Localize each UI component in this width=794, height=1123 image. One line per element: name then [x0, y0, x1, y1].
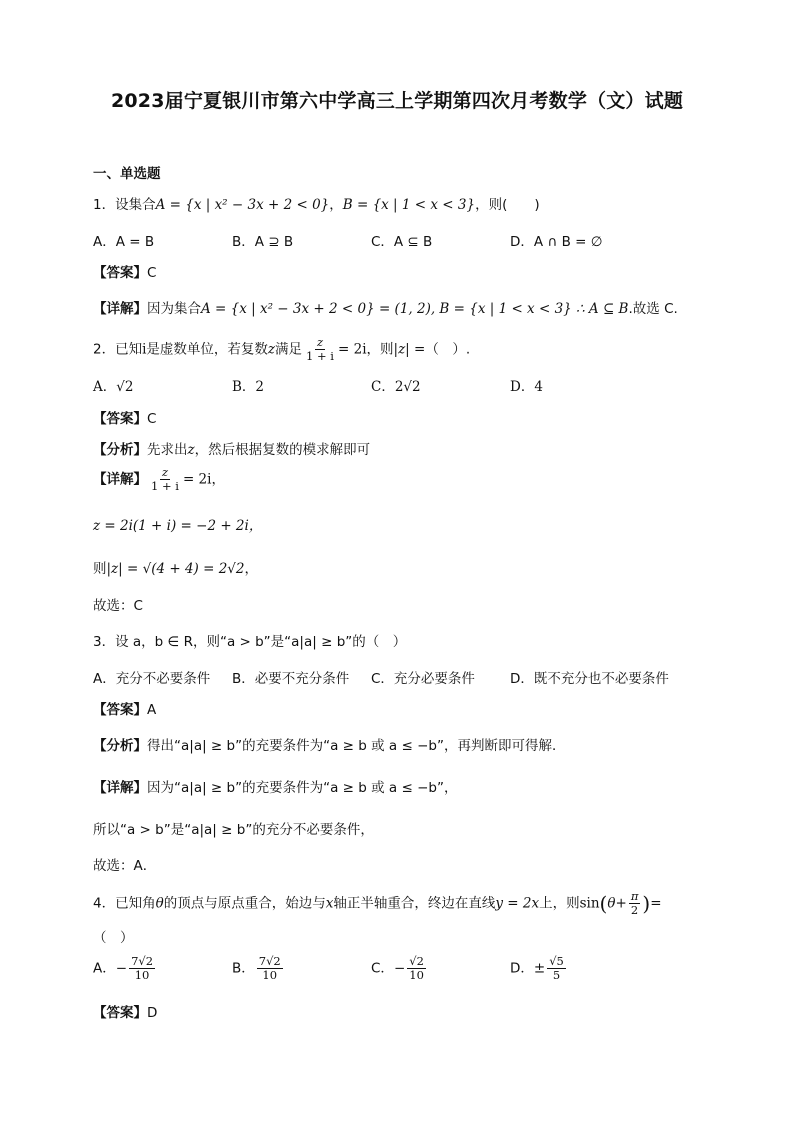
q4-option-d-frac [547, 955, 566, 982]
question-2 [93, 336, 470, 363]
q2-step2-math: |z| = √(4 + 4) = 2√2 [106, 561, 245, 577]
q4-answer [93, 1001, 157, 1021]
q2-detail-frac-den: 1 + i [151, 479, 179, 494]
q1-answer [93, 261, 156, 281]
q2-option-a: A．√2 [93, 379, 134, 395]
q1-option-c: C．A ⊆ B [371, 234, 433, 250]
q4-option-a-num: 7√2 [131, 954, 154, 968]
q2-step-1: z = 2i(1 + i) = −2 + 2i， [93, 518, 263, 534]
q4-plus: + [615, 895, 627, 912]
q2-analysis [93, 438, 370, 458]
q2-z: z [267, 341, 276, 358]
q2-step2-pre: 则 [93, 561, 107, 577]
q1-suffix: ，则( ) [475, 197, 540, 213]
q2-i: i [142, 341, 147, 358]
q2-analysis-z: z [187, 442, 195, 458]
q4-text-mid2: 轴正半轴重合，终边在直线 [333, 895, 496, 912]
q4-close-paren: ) [642, 891, 651, 916]
section-heading: 一、单选题 [93, 166, 161, 182]
answer-label: 【答案】 [93, 411, 147, 427]
q4-option-a-frac [129, 955, 155, 982]
question-4 [93, 890, 662, 917]
q4-option-b [232, 955, 285, 982]
q3-answer [93, 698, 156, 718]
q4-option-c [371, 955, 428, 982]
q4-text-mid3: 上，则 [539, 895, 580, 912]
q4-option-c-frac [407, 955, 426, 982]
q2-step-2 [93, 557, 258, 577]
q2-cond: 满足 [275, 341, 303, 358]
q2-frac-num: z [316, 335, 324, 349]
q4-x: x [325, 895, 334, 912]
q2-detail-frac-num: z [161, 465, 168, 479]
q4-option-d-den: 5 [552, 968, 561, 983]
q4-text-mid: 的顶点与原点重合，始边与 [163, 895, 326, 912]
q4-option-a [93, 955, 157, 982]
q2-eq: = 2i [338, 341, 367, 358]
q2-detail-eq: = 2i， [182, 471, 225, 488]
q3-option-b: B．必要不充分条件 [232, 671, 350, 687]
q2-frac-den: 1 + i [306, 349, 334, 364]
q2-option-c: C．2√2 [371, 379, 421, 395]
q4-sin-theta: θ [607, 895, 616, 912]
question-3: 3．设 a，b ∈ R，则“a > b”是“a|a| ≥ b”的（ ） [93, 634, 407, 650]
q4-option-c-sign: − [393, 960, 406, 977]
q4-option-c-den: 10 [409, 968, 424, 983]
q3-answer-value: A [147, 702, 157, 718]
q4-option-b-frac [257, 955, 283, 982]
q4-option-d-num: √5 [549, 954, 564, 968]
q4-option-d-letter: D． [510, 960, 534, 977]
q4-text-pre: 4．已知角 [93, 895, 156, 912]
q1-set-b: B = {x | 1 < x < 3} [342, 197, 476, 213]
q3-final: 故选：A． [93, 858, 157, 874]
q4-open-paren: ( [599, 891, 608, 916]
answer-label: 【答案】 [93, 265, 147, 281]
q2-option-d: D．4 [510, 379, 543, 395]
q4-paren: （ ） [93, 930, 134, 946]
q1-detail-pre: 因为集合 [147, 301, 201, 317]
q2-analysis-pre: 先求出 [147, 442, 188, 458]
answer-label: 【答案】 [93, 702, 147, 718]
q4-answer-value: D [147, 1005, 158, 1021]
q1-prefix: 1．设集合 [93, 197, 156, 213]
q3-option-a: A．充分不必要条件 [93, 671, 211, 687]
page-title: 2023届宁夏银川市第六中学高三上学期第四次月考数学（文）试题 [110, 90, 684, 112]
q4-sin-frac-den: 2 [630, 903, 639, 918]
q1-sep: ， [329, 197, 343, 213]
q4-option-b-letter: B． [232, 960, 255, 977]
q2-answer-value: C [147, 411, 157, 427]
q4-option-d-sign: ± [533, 960, 546, 977]
q1-detail-math: A = {x | x² − 3x + 2 < 0} = (1, 2), B = {x | 1 < x < 3} ∴ A ⊆ B [201, 301, 629, 317]
q4-option-a-letter: A． [93, 960, 116, 977]
q1-detail-post: .故选 C. [628, 301, 678, 317]
q3-analysis-text: 得出“a|a| ≥ b”的充要条件为“a ≥ b 或 a ≤ −b”，再判断即可得解． [147, 738, 566, 754]
q4-line: y = 2x [495, 895, 540, 912]
q2-fraction [304, 336, 336, 363]
q3-option-d: D．既不充分也不必要条件 [510, 671, 669, 687]
question-1 [93, 193, 540, 213]
q2-analysis-post: ，然后根据复数的模求解即可 [194, 442, 371, 458]
detail-label: 【详解】 [93, 301, 147, 317]
q1-answer-value: C [147, 265, 157, 281]
q4-option-a-sign: − [115, 960, 128, 977]
q3-option-c: C．充分必要条件 [371, 671, 475, 687]
q2-detail-fraction [149, 466, 181, 493]
q2-answer [93, 407, 156, 427]
q4-sin-fraction [629, 890, 641, 917]
q2-suffix: （ ）. [425, 341, 471, 358]
q1-set-a: A = {x | x² − 3x + 2 < 0} [155, 197, 330, 213]
q1-option-b: B．A ⊇ B [232, 234, 294, 250]
answer-label: 【答案】 [93, 1005, 147, 1021]
q2-step2-post: ， [244, 561, 258, 577]
q2-final: 故选：C [93, 598, 143, 614]
q2-prefix: 2．已知 [93, 341, 143, 358]
q2-absz: |z| = [393, 341, 426, 358]
detail-label: 【详解】 [93, 780, 147, 796]
q4-option-a-den: 10 [134, 968, 150, 983]
q3-conclusion: 所以“a > b”是“a|a| ≥ b”的充分不必要条件， [93, 822, 374, 838]
q3-detail-text: 因为“a|a| ≥ b”的充要条件为“a ≥ b 或 a ≤ −b”， [147, 780, 458, 796]
q4-option-c-num: √2 [409, 954, 424, 968]
q4-sin: sin [579, 895, 600, 912]
q2-mid: 是虚数单位，若复数 [146, 341, 268, 358]
q3-analysis [93, 734, 565, 754]
q2-detail [93, 466, 225, 493]
q3-detail [93, 776, 457, 796]
q4-option-c-letter: C． [371, 960, 394, 977]
q1-option-d: D．A ∩ B = ∅ [510, 234, 603, 250]
analysis-label: 【分析】 [93, 442, 147, 458]
q4-option-b-num: 7√2 [258, 954, 281, 968]
q4-option-d [510, 955, 568, 982]
q4-equals: = [650, 895, 662, 912]
q1-detail [93, 297, 678, 317]
q4-option-b-den: 10 [262, 968, 278, 983]
analysis-label: 【分析】 [93, 738, 147, 754]
q2-option-b: B．2 [232, 379, 265, 395]
q4-theta: θ [155, 895, 164, 912]
q1-option-a: A．A = B [93, 234, 155, 250]
q2-ask: ，则 [366, 341, 394, 358]
detail-label: 【详解】 [93, 471, 147, 488]
q4-sin-frac-num: π [630, 889, 639, 903]
